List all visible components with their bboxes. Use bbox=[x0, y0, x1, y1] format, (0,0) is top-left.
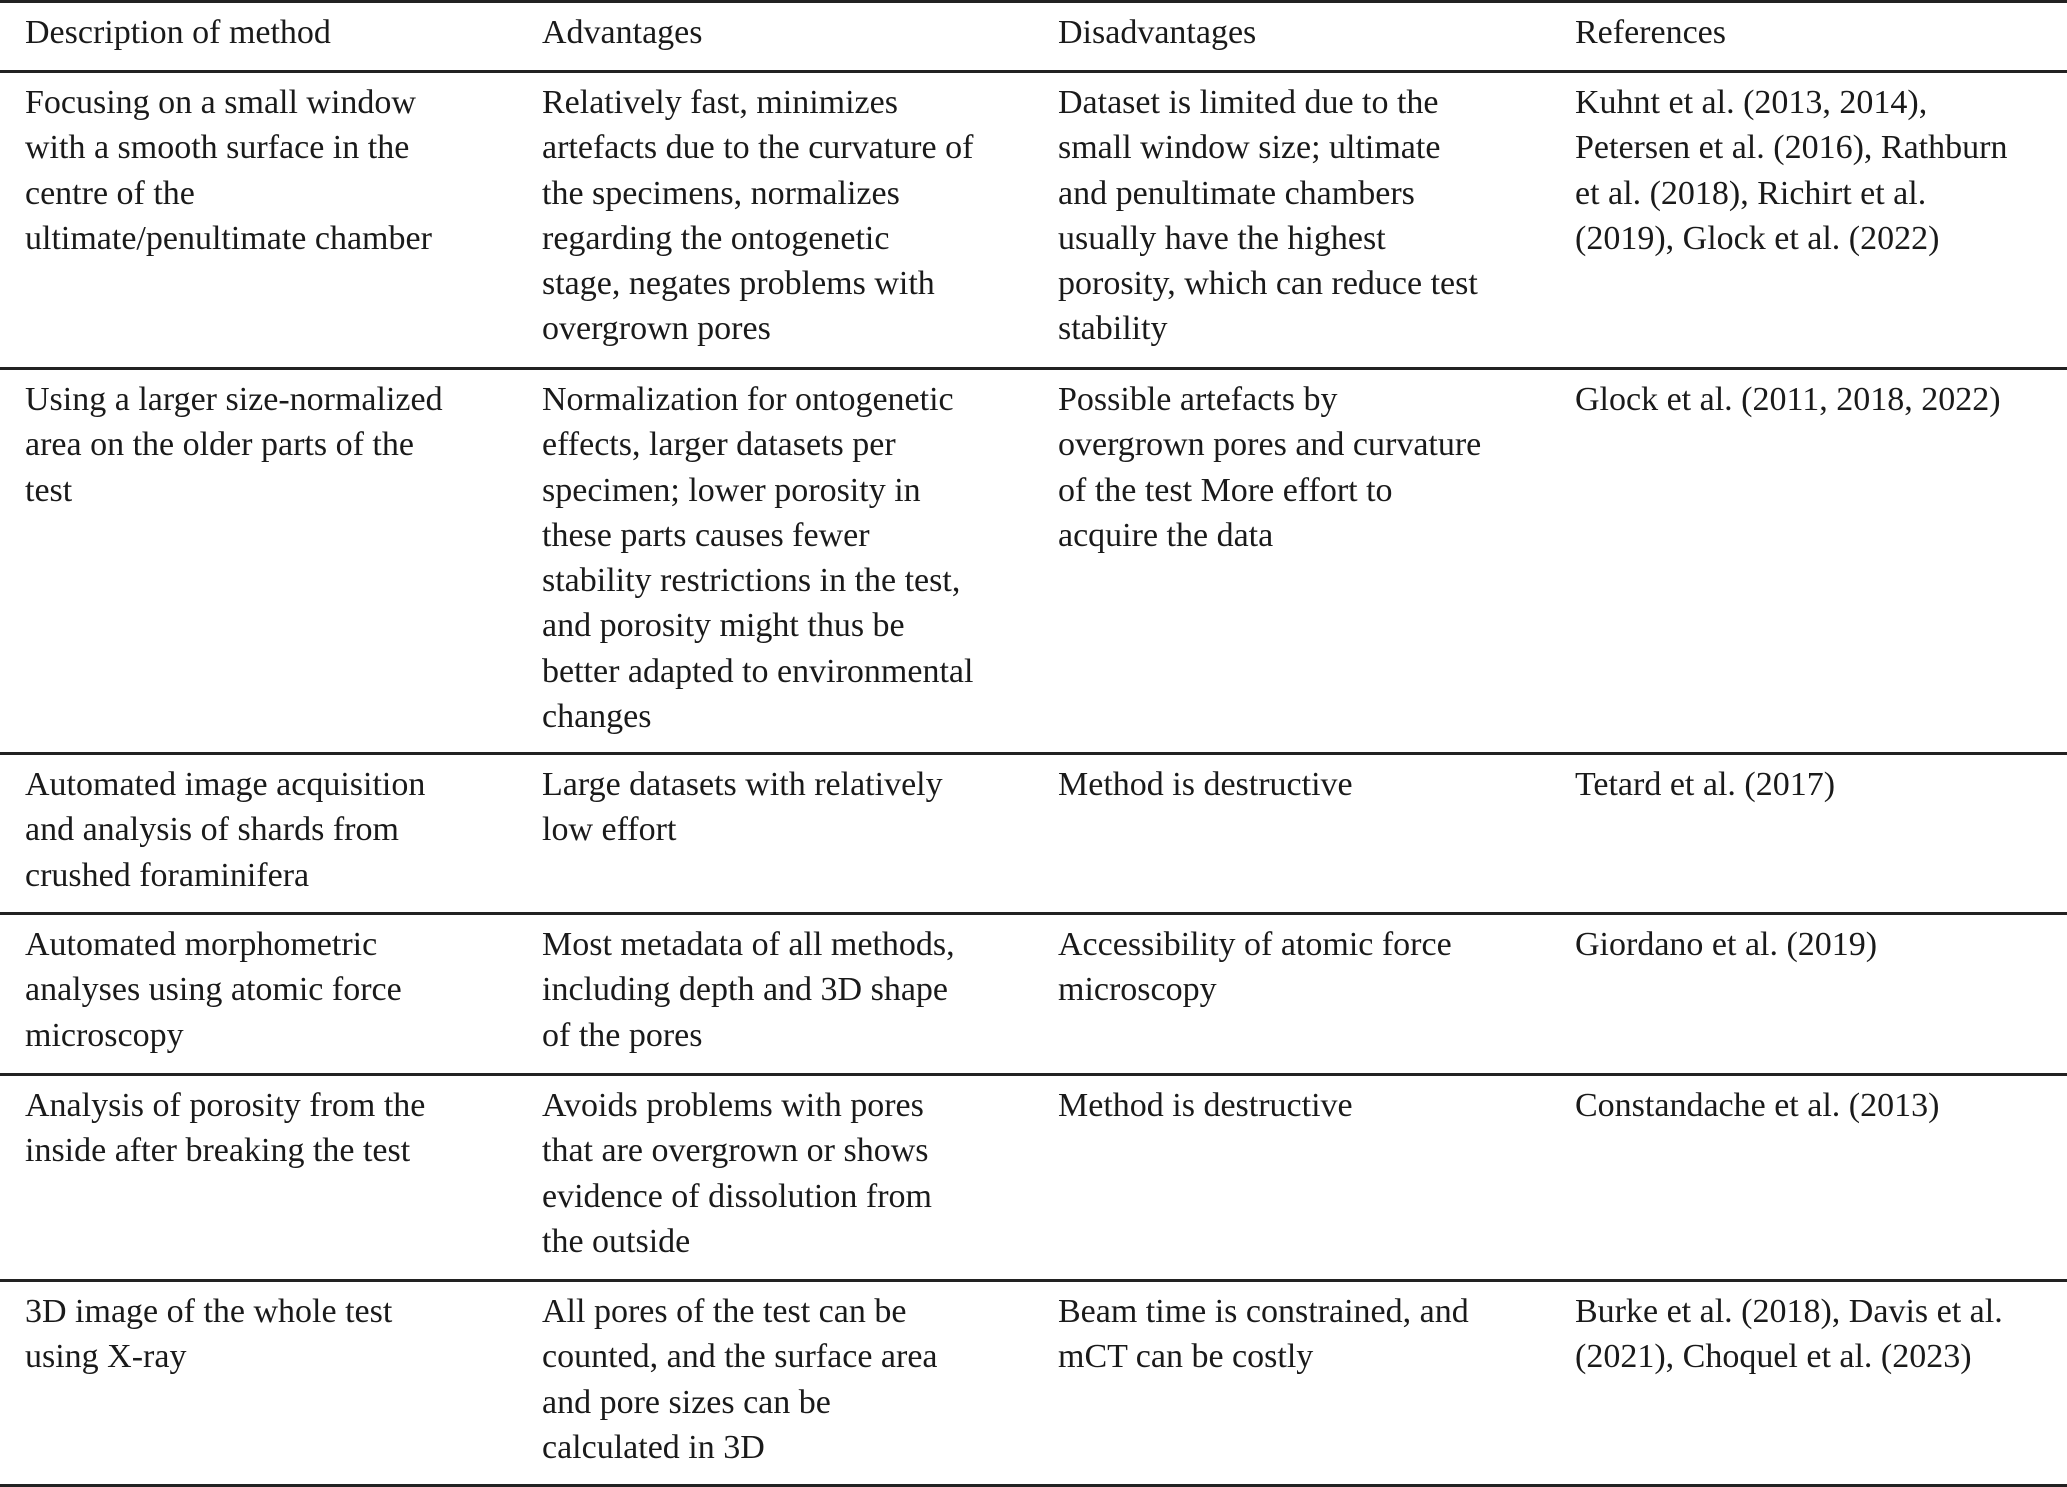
row-advantages: Most metadata of all methods, including depth and 3D shape of the pores bbox=[542, 926, 955, 1054]
row-references: Kuhnt et al. (2013, 2014), Petersen et al. (2016), Rathburn et al. (2018), Richirt et al. (2019), Glock et al. (2022) bbox=[1575, 84, 2008, 257]
row-disadvantages: Method is destructive bbox=[1058, 766, 1353, 803]
row-rule bbox=[0, 1279, 2067, 1282]
header-rule bbox=[0, 70, 2067, 73]
row-rule bbox=[0, 1073, 2067, 1076]
row-references: Giordano et al. (2019) bbox=[1575, 926, 1878, 963]
row-references: Constandache et al. (2013) bbox=[1575, 1087, 1940, 1124]
row-references: Burke et al. (2018), Davis et al. (2021), Choquel et al. (2023) bbox=[1575, 1293, 2003, 1376]
header-references: References bbox=[1575, 14, 1727, 51]
row-description: Focusing on a small window with a smooth surface in the centre of the ultimate/penultimate chamber bbox=[25, 84, 432, 257]
header-disadvantages: Disadvantages bbox=[1058, 14, 1257, 51]
row-advantages: Avoids problems with pores that are overgrown or shows evidence of dissolution from the outside bbox=[542, 1087, 932, 1260]
row-references: Glock et al. (2011, 2018, 2022) bbox=[1575, 381, 2001, 418]
row-advantages: Large datasets with relatively low effort bbox=[542, 766, 943, 849]
row-rule bbox=[0, 367, 2067, 370]
row-disadvantages: Beam time is constrained, and mCT can be costly bbox=[1058, 1293, 1469, 1376]
row-references: Tetard et al. (2017) bbox=[1575, 766, 1836, 803]
row-disadvantages: Accessibility of atomic force microscopy bbox=[1058, 926, 1452, 1009]
row-description: Using a larger size-normalized area on the older parts of the test bbox=[25, 381, 443, 509]
table-top-rule bbox=[0, 0, 2067, 3]
row-disadvantages: Possible artefacts by overgrown pores and curvature of the test More effort to acquire the data bbox=[1058, 381, 1482, 554]
row-advantages: All pores of the test can be counted, and the surface area and pore sizes can be calculated in 3D bbox=[542, 1293, 938, 1466]
header-advantages: Advantages bbox=[542, 14, 703, 51]
row-disadvantages: Method is destructive bbox=[1058, 1087, 1353, 1124]
row-description: 3D image of the whole test using X-ray bbox=[25, 1293, 393, 1376]
header-description: Description of method bbox=[25, 14, 331, 51]
row-disadvantages: Dataset is limited due to the small window size; ultimate and penultimate chambers usually have the highest porosity, which can reduce test stability bbox=[1058, 84, 1478, 348]
row-advantages: Relatively fast, minimizes artefacts due to the curvature of the specimens, normalizes regarding the ontogenetic stage, negates problems with overgrown pores bbox=[542, 84, 974, 348]
row-rule bbox=[0, 912, 2067, 915]
row-rule bbox=[0, 752, 2067, 755]
row-description: Automated image acquisition and analysis of shards from crushed foraminifera bbox=[25, 766, 426, 894]
row-description: Automated morphometric analyses using atomic force microscopy bbox=[25, 926, 402, 1054]
row-advantages: Normalization for ontogenetic effects, larger datasets per specimen; lower porosity in these parts causes fewer stability restrictions in the test, and porosity might thus be better adapted to environmental changes bbox=[542, 381, 974, 736]
row-description: Analysis of porosity from the inside after breaking the test bbox=[25, 1087, 426, 1170]
